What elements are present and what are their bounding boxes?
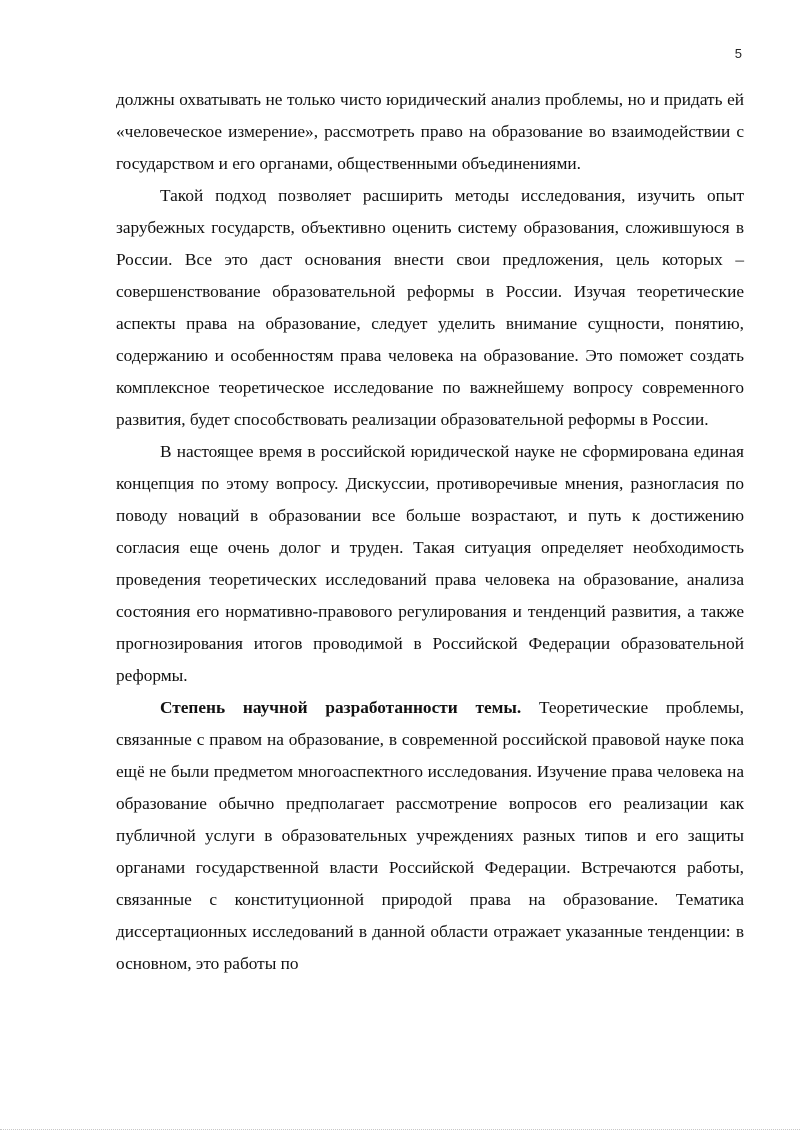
paragraph-text: должны охватывать не только чисто юридический анализ проблемы, но и придать ей «человеческое измерение», рассмотреть право на образование во взаимодействии с государством и его органами, общественными объединениями. <box>116 90 744 173</box>
paragraph-text: Такой подход позволяет расширить методы исследования, изучить опыт зарубежных государств, объективно оценить систему образования, сложившуюся в России. Все это даст основания внести свои предложения, цель которых – совершенствование образовательной реформы в России. Изучая теоретические аспекты права на образование, следует уделить внимание сущности, понятию, содержанию и особенностям права человека на образование. Это поможет создать комплексное теоретическое исследование по важнейшему вопросу современного развития, будет способствовать реализации образовательной реформы в России. <box>116 186 744 429</box>
document-body <box>116 84 744 980</box>
paragraph-text: Теоретические проблемы, связанные с правом на образование, в современной российской правовой науке пока ещё не были предметом многоаспектного исследования. Изучение права человека на образование обычно предполагает рассмотрение вопросов его реализации как публичной услуги в образовательных учреждениях разных типов и его защиты органами государственной власти Российской Федерации. Встречаются работы, связанные с конституционной природой права на образование. Тематика диссертационных исследований в данной области отражает указанные тенденции: в основном, это работы по <box>116 698 744 973</box>
page-bottom-edge <box>0 1127 800 1130</box>
paragraph-approach <box>116 180 744 436</box>
section-heading: Степень научной разработанности темы. <box>160 698 522 717</box>
paragraph-research-degree <box>116 692 744 980</box>
page-number: 5 <box>734 46 742 61</box>
paragraph-current-state <box>116 436 744 692</box>
paragraph-continuation <box>116 84 744 180</box>
paragraph-text: В настоящее время в российской юридической науке не сформирована единая концепция по этому вопросу. Дискуссии, противоречивые мнения, разногласия по поводу новаций в образовании все больше возрастают, и путь к достижению согласия еще очень долог и труден. Такая ситуация определяет необходимость проведения теоретических исследований права человека на образование, анализа состояния его нормативно-правового регулирования и тенденций развития, а также прогнозирования итогов проводимой в Российской Федерации образовательной реформы. <box>116 442 744 685</box>
